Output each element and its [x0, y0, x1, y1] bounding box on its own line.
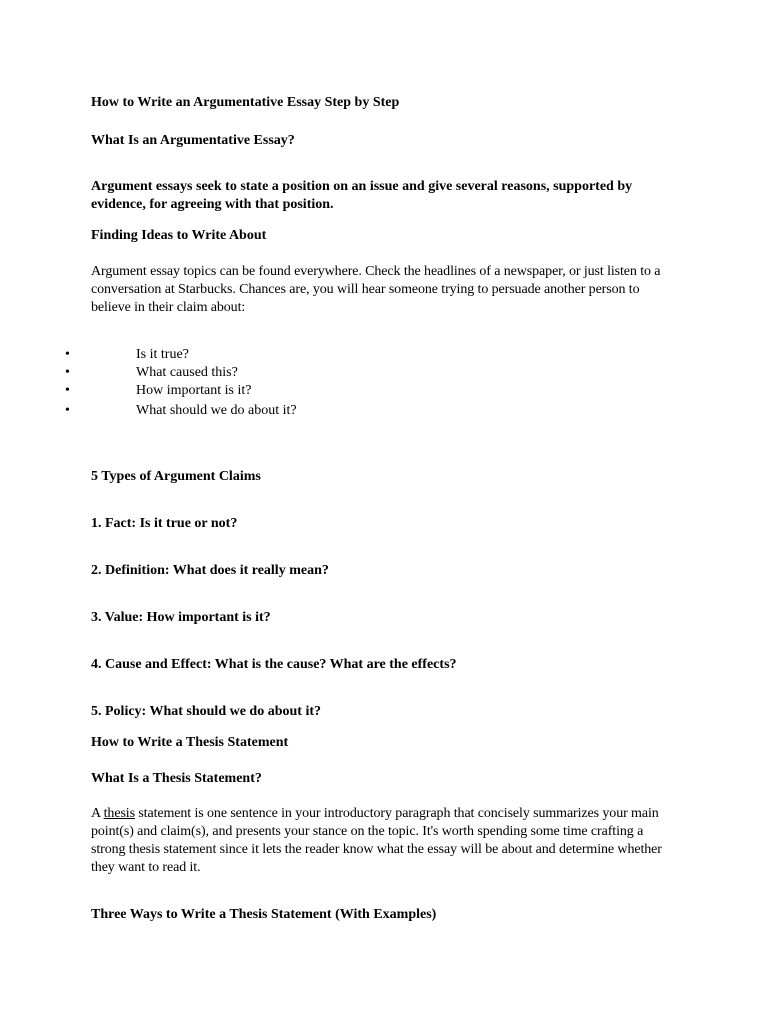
heading-what-is-argumentative-essay: What Is an Argumentative Essay?	[91, 133, 295, 148]
intro-paragraph: Argument essays seek to state a position on an issue and give several reasons, supported by evidence, for agreeing with that position.	[91, 179, 633, 212]
finding-ideas-paragraph: Argument essay topics can be found everywhere. Check the headlines of a newspaper, or just listen to a conversation at Starbucks. Chances are, you will hear someone trying to persuade another person to believe in their claim about:	[91, 264, 661, 315]
bullet-item: Is it true?	[136, 347, 189, 362]
bullet-marker: •	[65, 383, 70, 398]
bullet-marker: •	[65, 347, 70, 362]
heading-how-to-write-thesis: How to Write a Thesis Statement	[91, 735, 289, 750]
claim-fact: 1. Fact: Is it true or not?	[91, 516, 238, 531]
bullet-marker: •	[65, 403, 70, 418]
bullet-item: What should we do about it?	[136, 403, 297, 418]
thesis-rest: statement is one sentence in your introductory paragraph that concisely summarizes your main point(s) and claim(s), and presents your stance on the topic. It's worth spending some time crafting a strong thesis statement since it lets the reader know what the essay will be about and determine whether they want to read it.	[91, 806, 662, 875]
bullet-item: What caused this?	[136, 365, 238, 380]
thesis-prefix: A	[91, 806, 104, 821]
heading-finding-ideas: Finding Ideas to Write About	[91, 228, 267, 243]
claim-definition: 2. Definition: What does it really mean?	[91, 563, 329, 578]
thesis-paragraph	[91, 805, 676, 877]
claim-cause-effect: 4. Cause and Effect: What is the cause? What are the effects?	[91, 657, 457, 672]
bullet-item: How important is it?	[136, 383, 252, 398]
thesis-link[interactable]: thesis	[103, 806, 135, 821]
claim-value: 3. Value: How important is it?	[91, 610, 271, 625]
heading-three-ways: Three Ways to Write a Thesis Statement (With Examples)	[91, 907, 437, 922]
heading-what-is-thesis: What Is a Thesis Statement?	[91, 771, 262, 786]
claim-policy: 5. Policy: What should we do about it?	[91, 704, 321, 719]
bullet-marker: •	[65, 365, 70, 380]
heading-types-of-claims: 5 Types of Argument Claims	[91, 469, 261, 484]
document-title: How to Write an Argumentative Essay Step by Step	[91, 95, 400, 110]
